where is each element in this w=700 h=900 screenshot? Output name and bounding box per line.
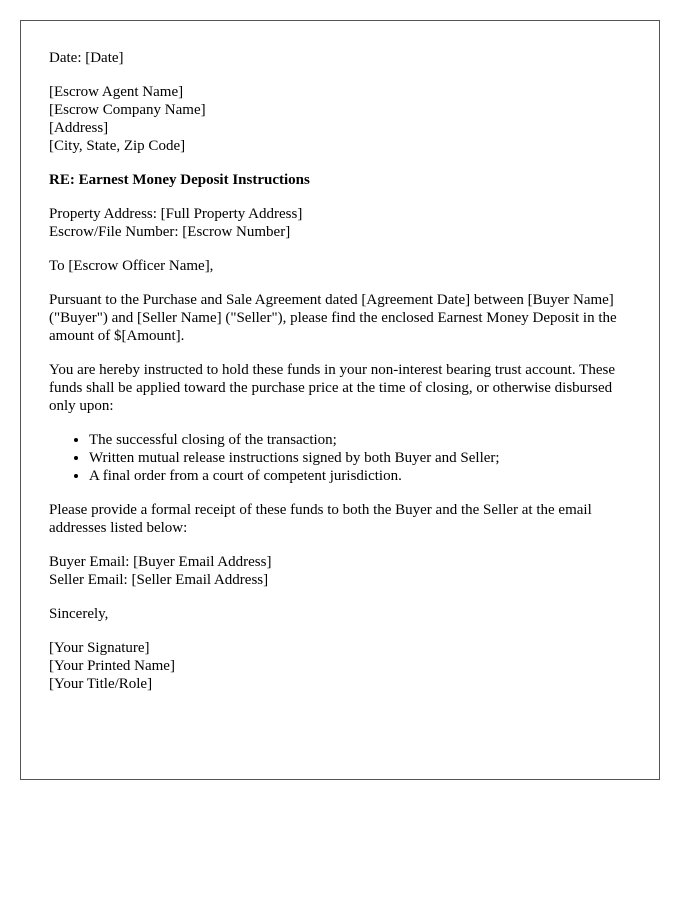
- list-item: • Written mutual release instructions signed by both Buyer and Seller;: [89, 449, 631, 467]
- signature-block: [49, 639, 631, 693]
- escrow-company-name: [Escrow Company Name]: [49, 102, 206, 118]
- subject-block: [49, 171, 631, 189]
- list-item: • The successful closing of the transaction;: [89, 431, 631, 449]
- recipient-city-state-zip: [City, State, Zip Code]: [49, 138, 186, 154]
- property-details-block: [49, 205, 631, 241]
- closing-block: [49, 605, 631, 623]
- instructions-paragraph: You are hereby instructed to hold these funds in your non-interest bearing trust account. These funds shall be applied toward the purchase price at the time of closing, or otherwise disbursed only upon:: [49, 362, 615, 414]
- signature-line: [Your Signature]: [49, 640, 150, 656]
- seller-email-line: Seller Email: [Seller Email Address]: [49, 572, 269, 588]
- letter-document: [20, 20, 660, 780]
- recipient-address: [Address]: [49, 120, 109, 136]
- salutation: To [Escrow Officer Name],: [49, 258, 214, 274]
- property-address-line: Property Address: [Full Property Address]: [49, 206, 303, 222]
- receipt-paragraph: Please provide a formal receipt of these funds to both the Buyer and the Seller at the email addresses listed below:: [49, 502, 592, 536]
- date-line: Date: [Date]: [49, 50, 124, 66]
- subject-line: RE: Earnest Money Deposit Instructions: [49, 172, 310, 188]
- printed-name-line: [Your Printed Name]: [49, 658, 175, 674]
- date-block: [49, 49, 631, 67]
- email-block: [49, 553, 631, 589]
- deposit-paragraph: Pursuant to the Purchase and Sale Agreement dated [Agreement Date] between [Buyer Name] ("Buyer") and [Seller Name] ("Seller"), please find the enclosed Earnest Money Deposit in the amount of $[Amount].: [49, 292, 617, 344]
- disbursement-conditions-list: [49, 431, 631, 485]
- buyer-email-line: Buyer Email: [Buyer Email Address]: [49, 554, 272, 570]
- list-item: • A final order from a court of competent jurisdiction.: [89, 467, 631, 485]
- title-role-line: [Your Title/Role]: [49, 676, 153, 692]
- escrow-file-number-line: Escrow/File Number: [Escrow Number]: [49, 224, 291, 240]
- closing-line: Sincerely,: [49, 606, 109, 622]
- recipient-address-block: [49, 83, 631, 155]
- salutation-block: [49, 257, 631, 275]
- escrow-agent-name: [Escrow Agent Name]: [49, 84, 184, 100]
